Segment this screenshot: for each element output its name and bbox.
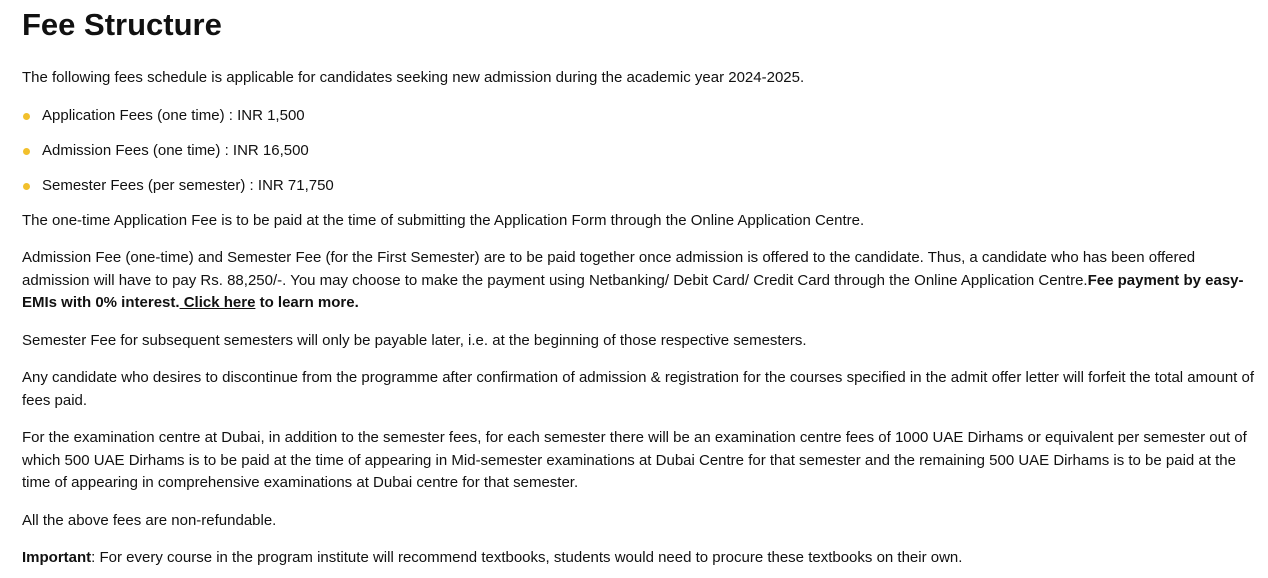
discontinue-paragraph: Any candidate who desires to discontinue from the programme after confirmation of admission & registration for the courses specified in the admit offer letter will forfeit the total amount of fees paid.	[22, 369, 1254, 409]
fee-item-admission: Admission Fees (one time) : INR 16,500	[42, 141, 309, 159]
admission-fee-paragraph	[22, 247, 1260, 315]
bullet-icon	[23, 113, 30, 120]
important-note-paragraph	[22, 547, 1260, 570]
subsequent-semester-paragraph: Semester Fee for subsequent semesters will only be payable later, i.e. at the beginning of those respective semesters.	[22, 331, 807, 349]
list-item	[22, 140, 1260, 162]
dubai-centre-paragraph: For the examination centre at Dubai, in addition to the semester fees, for each semester there will be an examination centre fees of 1000 UAE Dirhams or equivalent per semester out of which 500 UAE Dirhams is to be paid at the time of appearing in Mid-semester examinations at Dubai Centre for that semester and the remaining 500 UAE Dirhams is to be paid at the time of appearing in comprehensive examinations at Dubai centre for that semester.	[22, 429, 1247, 491]
admission-fee-text: Admission Fee (one-time) and Semester Fee (for the First Semester) are to be paid together once admission is offered to the candidate. Thus, a candidate who has been offered admission will have to pay Rs. 88,250/-. You may choose to make the payment using Netbanking/ Debit Card/ Credit Card through the Online Application Centre.	[22, 249, 1196, 289]
bullet-icon	[23, 183, 30, 190]
bullet-icon	[23, 148, 30, 155]
fee-item-semester: Semester Fees (per semester) : INR 71,750	[42, 176, 334, 194]
learn-more-text: to learn more.	[255, 294, 359, 311]
intro-paragraph: The following fees schedule is applicable for candidates seeking new admission during the academic year 2024-2025.	[22, 69, 805, 86]
fee-list	[22, 105, 1260, 197]
non-refundable-paragraph: All the above fees are non-refundable.	[22, 511, 277, 529]
page-title: Fee Structure	[22, 7, 222, 42]
emi-offer-text: Fee payment by easy-EMIs with 0% interest.	[22, 271, 1244, 311]
fee-item-application: Application Fees (one time) : INR 1,500	[42, 106, 305, 124]
important-label: Important	[22, 549, 92, 566]
important-text: : For every course in the program institute will recommend textbooks, students would need to procure these textbooks on their own.	[91, 549, 963, 566]
list-item	[22, 175, 1260, 197]
list-item	[22, 105, 1260, 127]
click-here-link[interactable]: Click here	[179, 294, 256, 311]
application-fee-paragraph: The one-time Application Fee is to be paid at the time of submitting the Application Form through the Online Application Centre.	[22, 211, 865, 229]
